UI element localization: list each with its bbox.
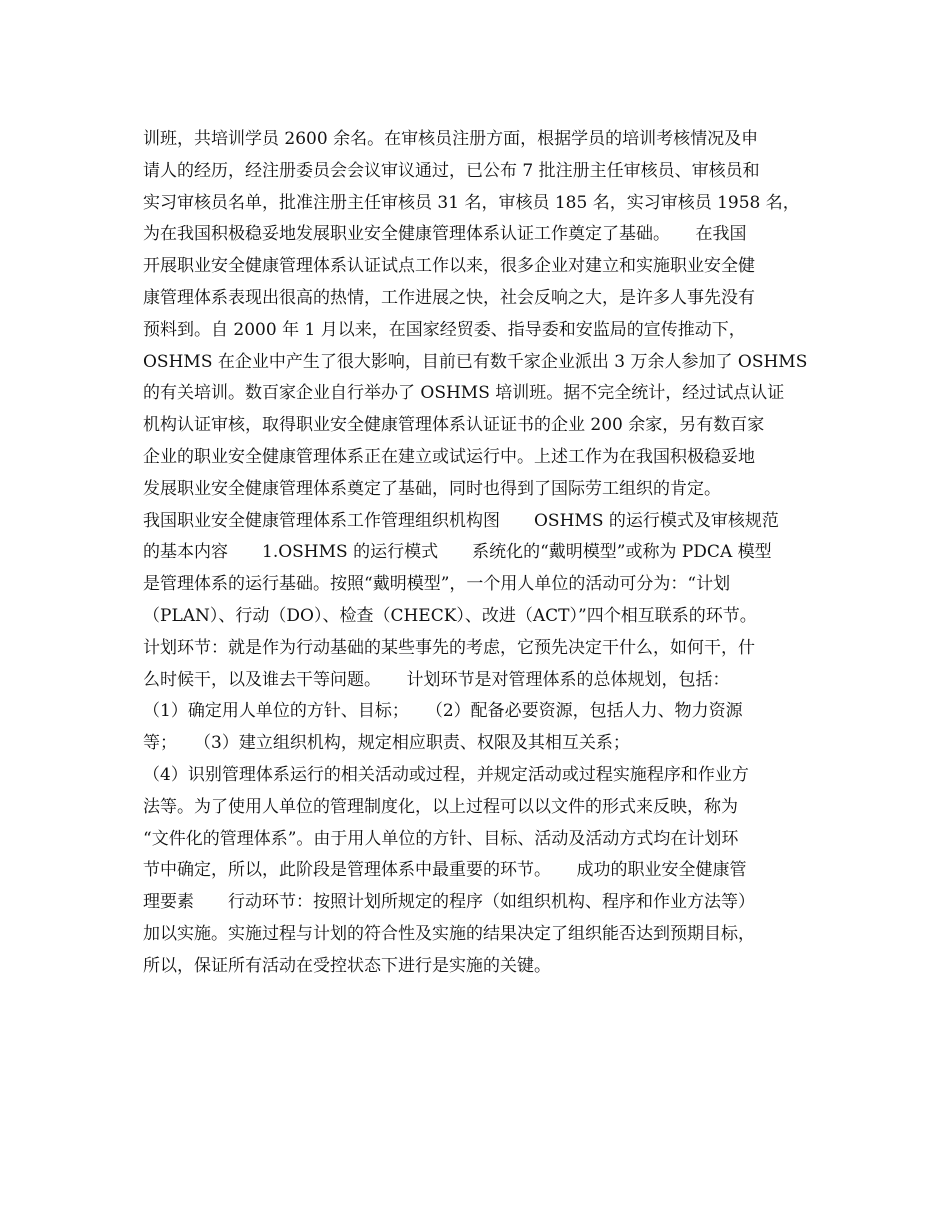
text-line: （PLAN）、行动（DO）、检查（CHECK）、改进（ACT）”四个相互联系的环节。 (143, 605, 757, 626)
text-line: 开展职业安全健康管理体系认证试点工作以来，很多企业对建立和实施职业安全健 (143, 256, 755, 277)
text-line: 发展职业安全健康管理体系奠定了基础，同时也得到了国际劳工组织的肯定。 (143, 478, 721, 499)
text-line: 么时候干，以及谁去干等问题。 计划环节是对管理体系的总体规划，包括： (143, 669, 730, 690)
text-line: 理要素 行动环节：按照计划所规定的程序（如组织机构、程序和作业方法等） (143, 892, 755, 913)
text-line: 的有关培训。数百家企业自行举办了 OSHMS 培训班。据不完全统计，经过试点认证 (143, 383, 785, 404)
text-line: 训班，共培训学员 2600 余名。在审核员注册方面，根据学员的培训考核情况及申 (143, 129, 759, 149)
text-line: 康管理体系表现出很高的热情，工作进展之快，社会反响之大，是许多人事先没有 (143, 287, 755, 308)
text-line: 等； （3）建立组织机构，规定相应职责、权限及其相互关系； (143, 733, 630, 754)
text-line: 为在我国积极稳妥地发展职业安全健康管理体系认证工作奠定了基础。 在我国 (143, 224, 747, 245)
text-line: 请人的经历，经注册委员会会议审议通过，已公布 7 批注册主任审核员、审核员和 (143, 160, 760, 181)
text-line: 企业的职业安全健康管理体系正在建立或试运行中。上述工作为在我国积极稳妥地 (143, 446, 755, 467)
text-line: 加以实施。实施过程与计划的符合性及实施的结果决定了组织能否达到预期目标， (143, 923, 755, 944)
text-line: 计划环节：就是作为行动基础的某些事先的考虑，它预先决定干什么，如何干，什 (143, 637, 755, 658)
text-line: 的基本内容 1.OSHMS 的运行模式 系统化的“戴明模型”或称为 PDCA 模型 (143, 542, 772, 563)
text-line: 机构认证审核，取得职业安全健康管理体系认证证书的企业 200 余家，另有数百家 (143, 415, 765, 436)
text-line: 是管理体系的运行基础。按照“戴明模型”，一个用人单位的活动可分为：“计划 (143, 574, 731, 595)
text-line: （4）识别管理体系运行的相关活动或过程，并规定活动或过程实施程序和作业方 (143, 764, 749, 785)
text-line: OSHMS 在企业中产生了很大影响，目前已有数千家企业派出 3 万余人参加了 OSHMS (143, 351, 808, 372)
text-line: 预料到。自 2000 年 1 月以来，在国家经贸委、指导委和安监局的宣传推动下， (143, 319, 746, 340)
text-line: 实习审核员名单，批准注册主任审核员 31 名，审核员 185 名，实习审核员 1958 名， (143, 192, 800, 213)
text-line: 我国职业安全健康管理体系工作管理组织机构图 OSHMS 的运行模式及审核规范 (143, 510, 779, 531)
text-line: 节中确定，所以，此阶段是管理体系中最重要的环节。 成功的职业安全健康管 (143, 860, 747, 881)
text-line: （1）确定用人单位的方针、目标； （2）配备必要资源，包括人力、物力资源 (143, 701, 743, 722)
text-line: 法等。为了使用人单位的管理制度化，以上过程可以以文件的形式来反映，称为 (143, 796, 738, 817)
body-text (143, 124, 823, 983)
text-line: “文件化的管理体系”。由于用人单位的方针、目标、活动及活动方式均在计划环 (143, 828, 739, 849)
text-line: 所以，保证所有活动在受控状态下进行是实施的关键。 (143, 955, 551, 976)
